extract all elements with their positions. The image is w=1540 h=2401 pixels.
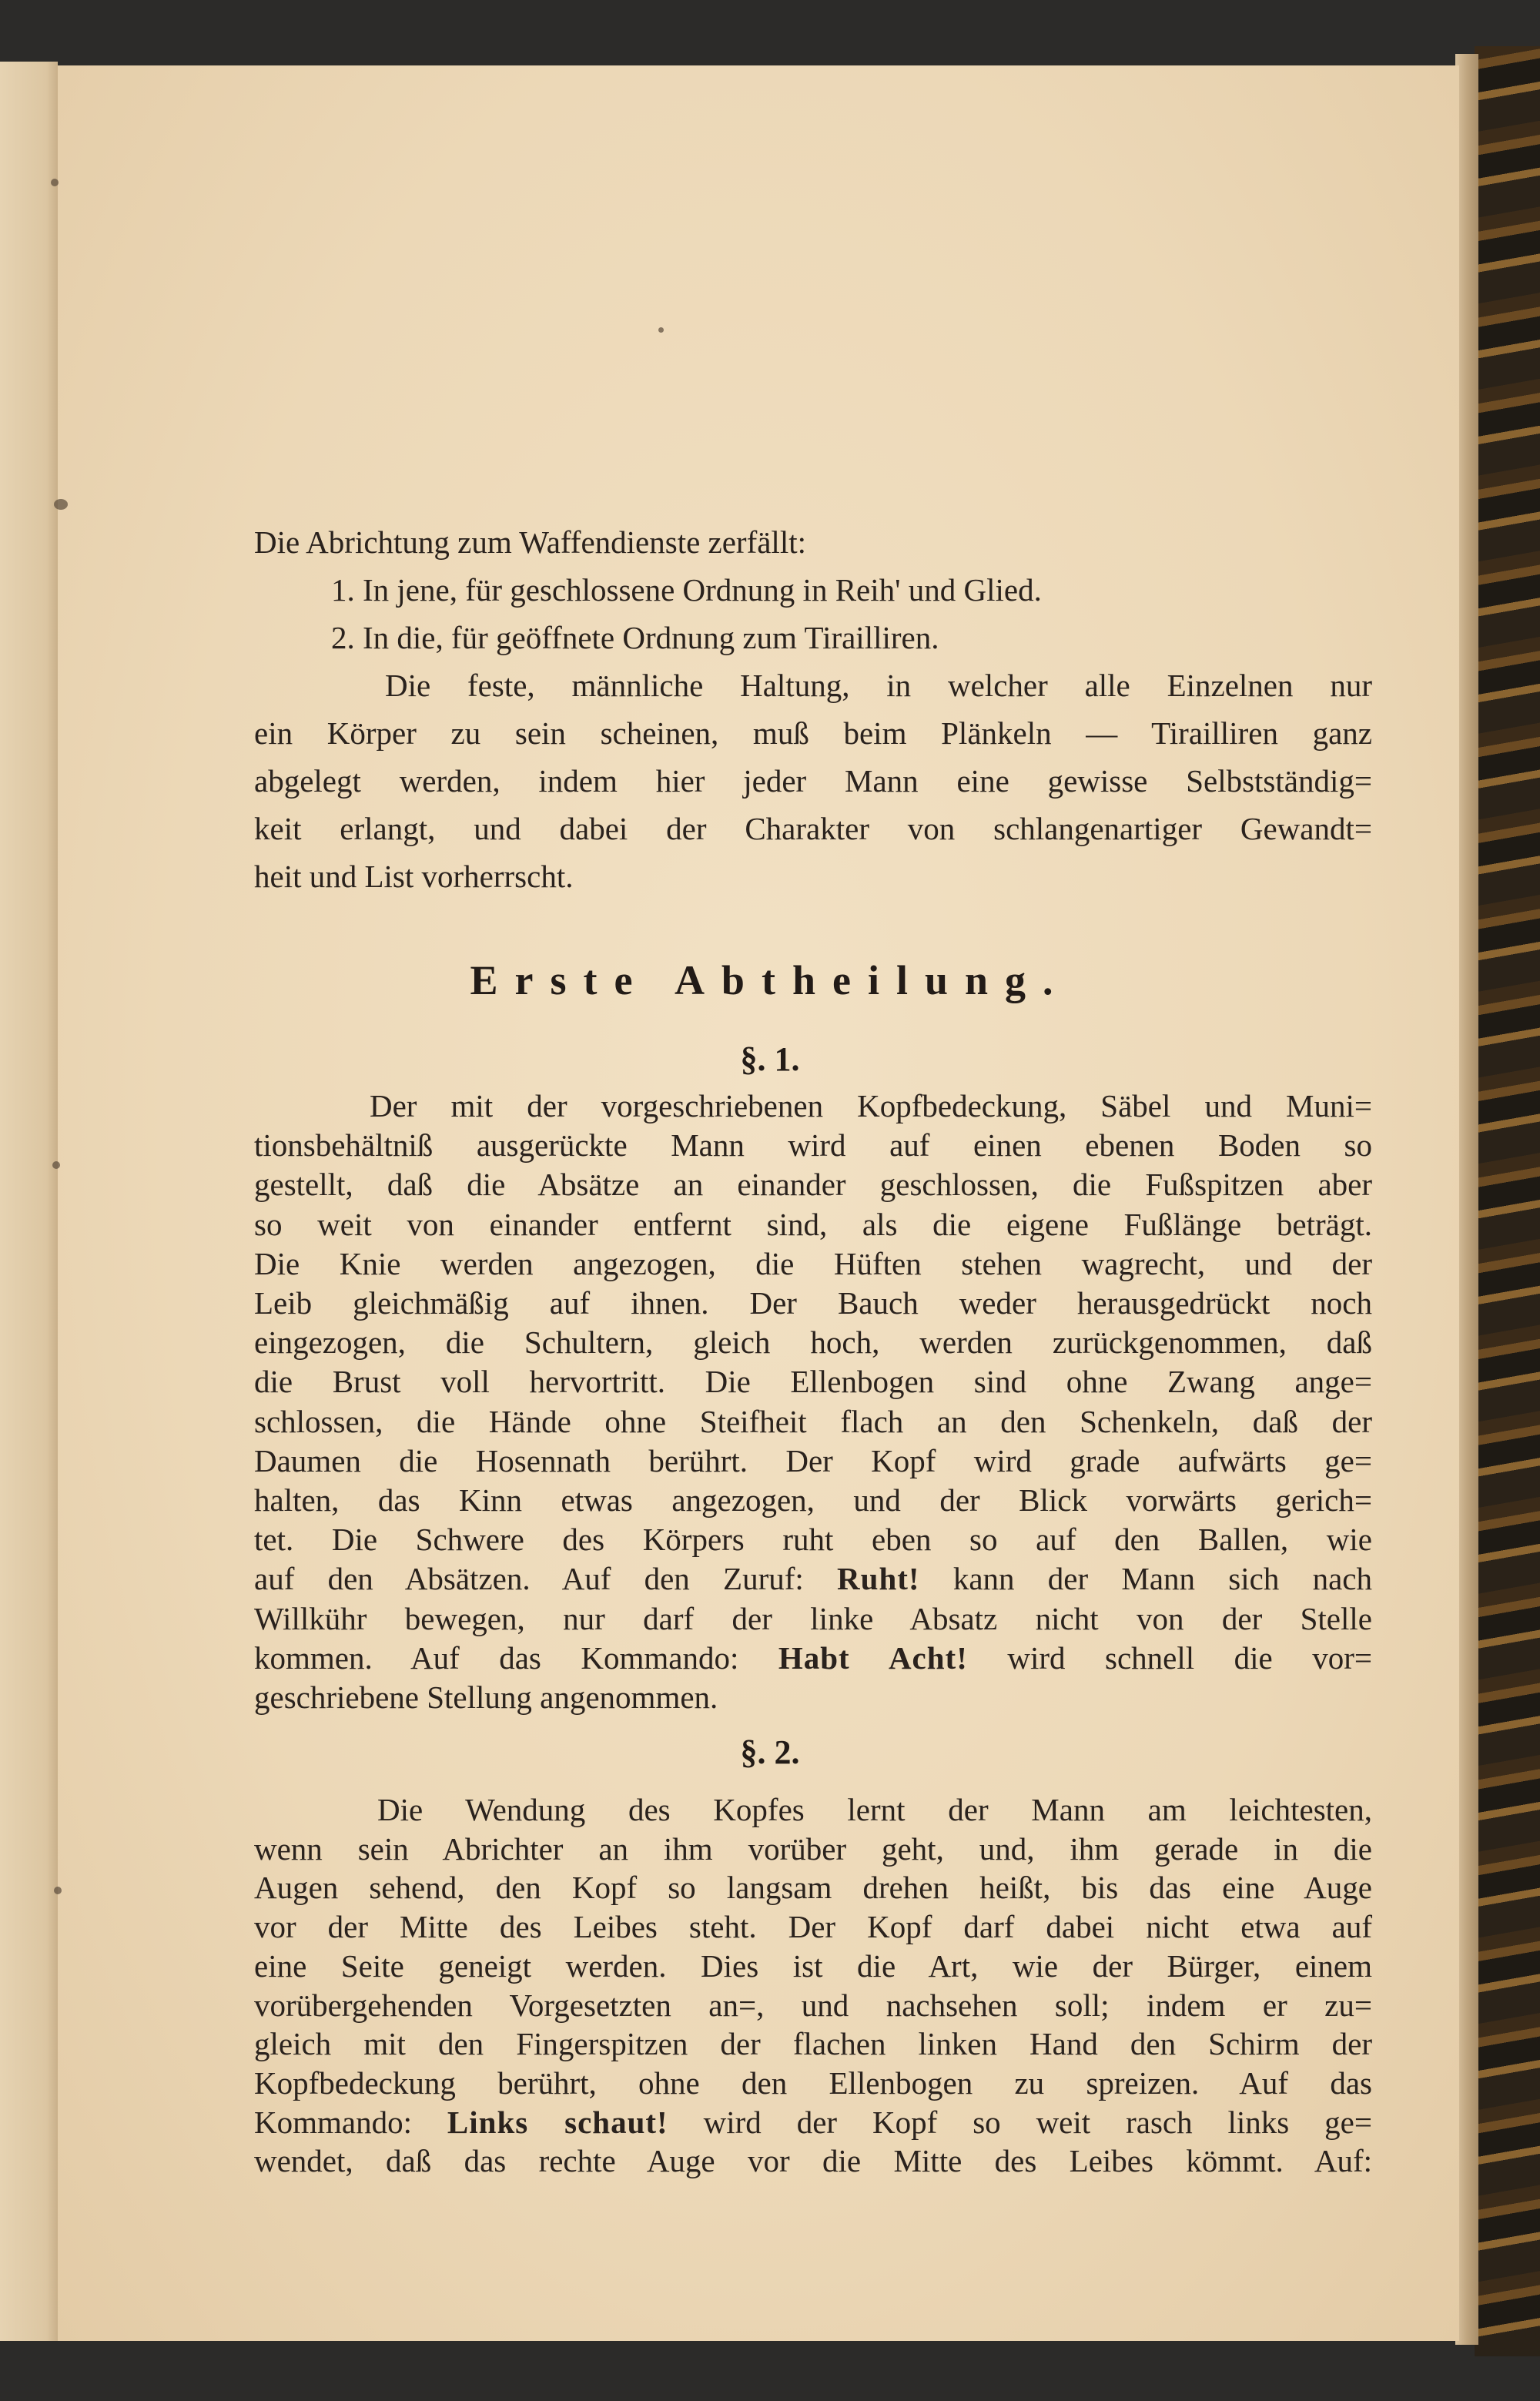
chapter-heading: Erste Abtheilung.	[470, 957, 1070, 1003]
intro-line: Die feste, männliche Haltung, in welcher alle Einzelnen nur	[385, 668, 1372, 703]
section-line: Daumen die Hosennath berührt. Der Kopf wird grade aufwärts ge=	[254, 1443, 1372, 1478]
section-line: schlossen, die Hände ohne Steifheit flach an den Schenkeln, daß der	[254, 1404, 1372, 1439]
intro-line: 2. In die, für geöffnete Ordnung zum Tirailliren.	[331, 620, 939, 655]
section-line: wendet, daß das rechte Auge vor die Mitte des Leibes kömmt. Auf:	[254, 2143, 1372, 2178]
section-line: gleich mit den Fingerspitzen der flachen linken Hand den Schirm der	[254, 2026, 1372, 2061]
section-line: eine Seite geneigt werden. Dies ist die Art, wie der Bürger, einem	[254, 1948, 1372, 1984]
command-word: Links schaut!	[447, 2105, 668, 2140]
intro-line: abgelegt werden, indem hier jeder Mann eine gewisse Selbstständig=	[254, 763, 1372, 799]
intro-line: 1. In jene, für geschlossene Ordnung in Reih' und Glied.	[331, 572, 1042, 608]
section-heading: §. 1.	[740, 1040, 800, 1078]
section-line: auf den Absätzen. Auf den Zuruf: Ruht! kann der Mann sich nach	[254, 1561, 1372, 1596]
command-word: Habt Acht!	[778, 1640, 968, 1676]
section-line: halten, das Kinn etwas angezogen, und der Blick vorwärts gerich=	[254, 1482, 1372, 1518]
book-gutter	[0, 62, 58, 2341]
section-line: geschriebene Stellung angenommen.	[254, 1679, 718, 1715]
intro-line: Die Abrichtung zum Waffendienste zerfällt:	[254, 524, 806, 560]
book-cover-edge	[1475, 46, 1540, 2356]
section-line: Der mit der vorgeschriebenen Kopfbedeckung, Säbel und Muni=	[370, 1088, 1372, 1123]
section-heading: §. 2.	[740, 1733, 800, 1771]
section-line: wenn sein Abrichter an ihm vorüber geht, und, ihm gerade in die	[254, 1831, 1372, 1867]
binding-mark	[52, 1161, 60, 1169]
section-line: Leib gleichmäßig auf ihnen. Der Bauch weder herausgedrückt noch	[254, 1285, 1372, 1321]
section-line: eingezogen, die Schultern, gleich hoch, werden zurückgenommen, daß	[254, 1324, 1372, 1360]
section-line: Die Knie werden angezogen, die Hüften stehen wagrecht, und der	[254, 1246, 1372, 1281]
section-line: vor der Mitte des Leibes steht. Der Kopf darf dabei nicht etwa auf	[254, 1909, 1372, 1944]
section-line: Die Wendung des Kopfes lernt der Mann am leichtesten,	[377, 1792, 1372, 1827]
section-line: tionsbehältniß ausgerückte Mann wird auf einen ebenen Boden so	[254, 1127, 1372, 1163]
section-line: vorübergehenden Vorgesetzten an=, und nachsehen soll; indem er zu=	[254, 1987, 1372, 2023]
section-line: die Brust voll hervortritt. Die Ellenbogen sind ohne Zwang ange=	[254, 1364, 1372, 1399]
intro-line: heit und List vorherrscht.	[254, 859, 574, 894]
section-line: kommen. Auf das Kommando: Habt Acht! wird schnell die vor=	[254, 1640, 1372, 1676]
intro-line: keit erlangt, und dabei der Charakter von schlangenartiger Gewandt=	[254, 811, 1372, 846]
section-line: gestellt, daß die Absätze an einander geschlossen, die Fußspitzen aber	[254, 1167, 1372, 1202]
binding-mark	[51, 179, 59, 186]
command-word: Ruht!	[837, 1561, 920, 1596]
binding-mark	[54, 499, 68, 510]
section-line: Augen sehend, den Kopf so langsam drehen heißt, bis das eine Auge	[254, 1870, 1372, 1905]
intro-line: ein Körper zu sein scheinen, muß beim Plänkeln — Tirailliren ganz	[254, 715, 1372, 751]
binding-mark	[54, 1887, 62, 1894]
section-line: so weit von einander entfernt sind, als die eigene Fußlänge beträgt.	[254, 1207, 1372, 1242]
section-line: Willkühr bewegen, nur darf der linke Absatz nicht von der Stelle	[254, 1601, 1372, 1636]
section-line: tet. Die Schwere des Körpers ruht eben so auf den Ballen, wie	[254, 1522, 1372, 1557]
section-line: Kommando: Links schaut! wird der Kopf so weit rasch links ge=	[254, 2105, 1373, 2140]
section-line: Kopfbedeckung berührt, ohne den Ellenbogen zu spreizen. Auf das	[254, 2065, 1372, 2101]
print-speck	[658, 327, 664, 333]
